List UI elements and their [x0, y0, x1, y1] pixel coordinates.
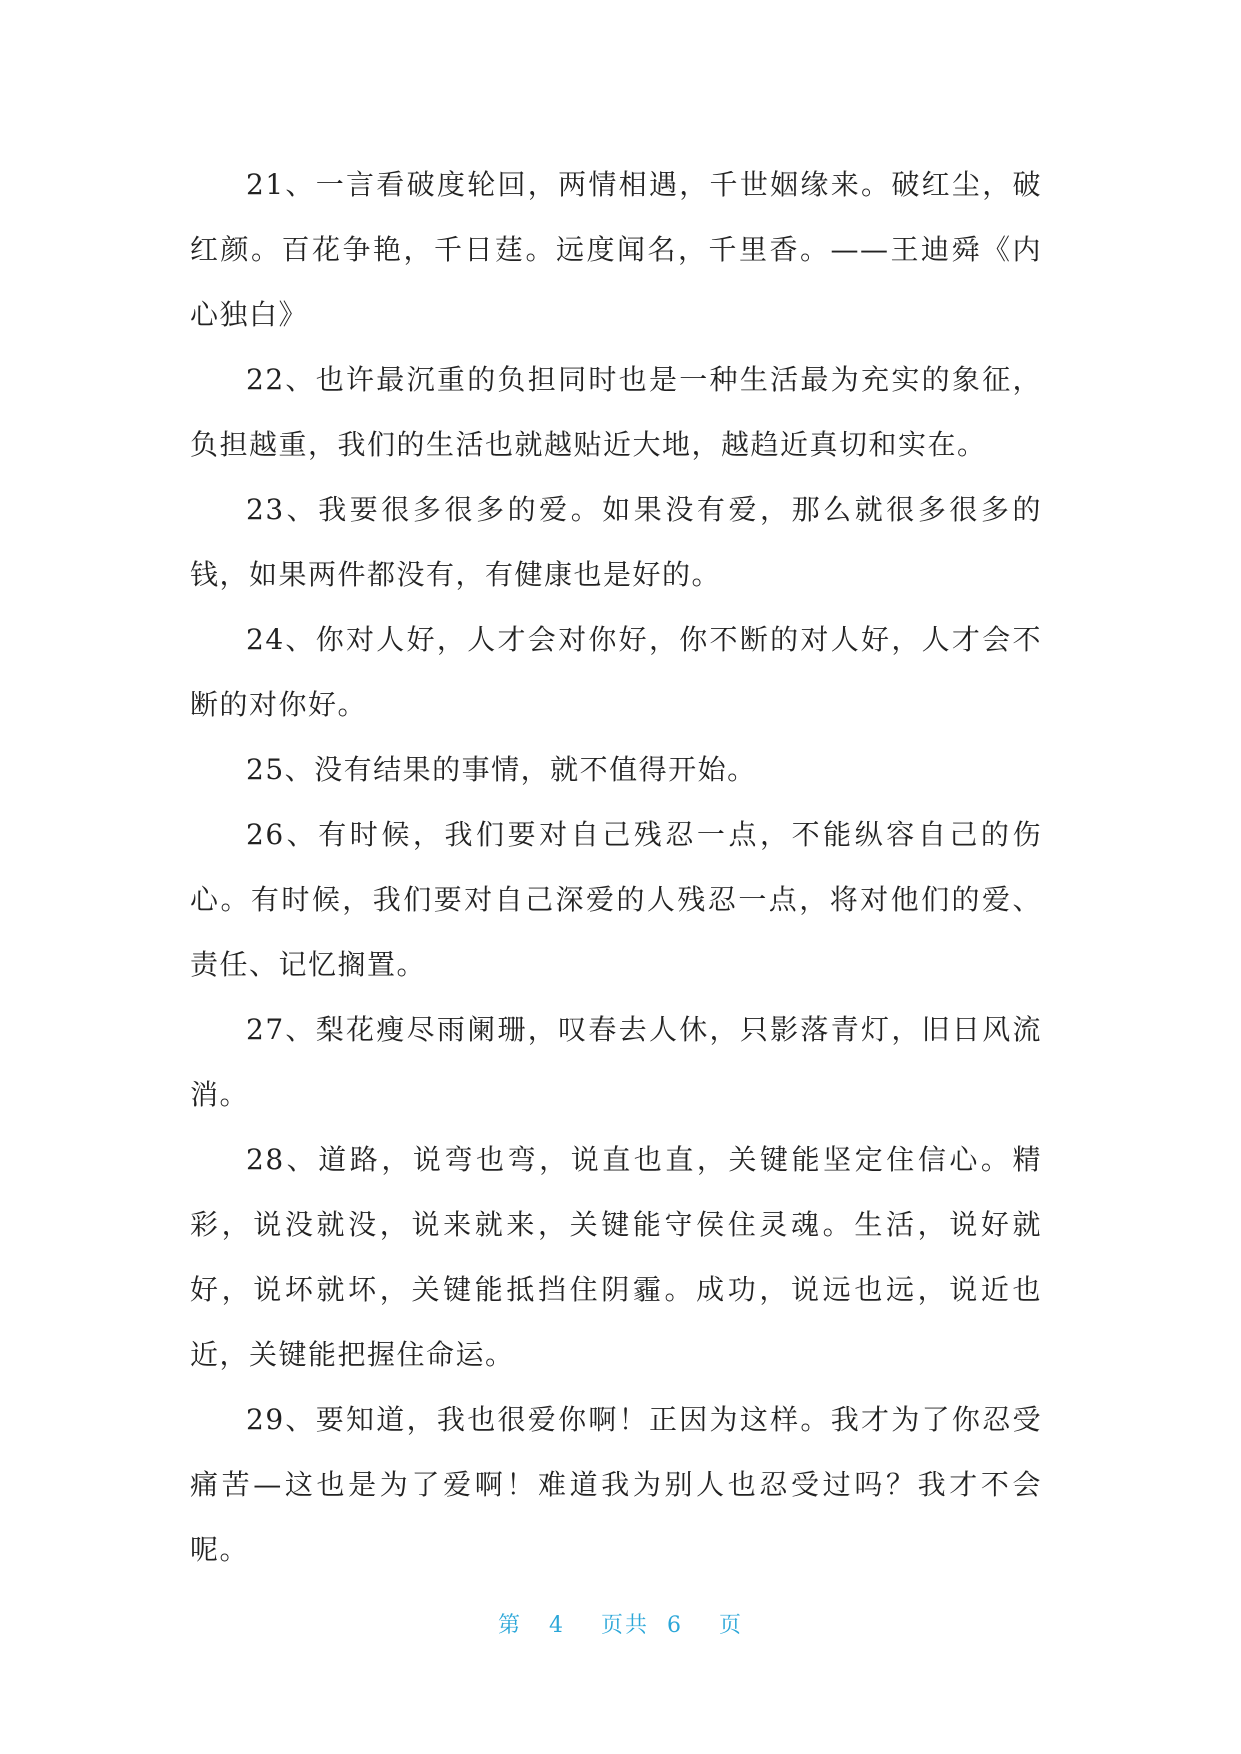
footer-suffix: 页 — [718, 1613, 743, 1638]
paragraph-29: 29、要知道，我也很爱你啊！正因为这样。我才为了你忍受痛苦—这也是为了爱啊！难道我为别人也忍受过吗？我才不会呢。 — [190, 1403, 1042, 1566]
paragraph-26: 26、有时候，我们要对自己残忍一点，不能纵容自己的伤心。有时候，我们要对自己深爱的人残忍一点，将对他们的爱、责任、记忆搁置。 — [190, 818, 1042, 981]
paragraph-23: 23、我要很多很多的爱。如果没有爱，那么就很多很多的钱，如果两件都没有，有健康也是好的。 — [190, 493, 1042, 591]
paragraph-24: 24、你对人好，人才会对你好，你不断的对人好，人才会不断的对你好。 — [190, 623, 1042, 721]
footer-total-pages: 6 — [667, 1613, 683, 1638]
paragraph-27: 27、梨花瘦尽雨阑珊，叹春去人休，只影落青灯，旧日风流消。 — [190, 1013, 1042, 1111]
paragraph-28: 28、道路，说弯也弯，说直也直，关键能坚定住信心。精彩，说没就没，说来就来，关键能守侯住灵魂。生活，说好就好，说坏就坏，关键能抵挡住阴霾。成功，说远也远，说近也近，关键能把握住命运。 — [190, 1143, 1042, 1371]
paragraph-22: 22、也许最沉重的负担同时也是一种生活最为充实的象征，负担越重，我们的生活也就越贴近大地，越趋近真切和实在。 — [190, 363, 1042, 461]
paragraph-25: 25、没有结果的事情，就不值得开始。 — [246, 753, 757, 786]
page-footer — [0, 1608, 1241, 1639]
paragraph-21: 21、一言看破度轮回，两情相遇，千世姻缘来。破红尘，破红颜。百花争艳，千日莛。远度闻名，千里香。——王迪舜《内心独白》 — [190, 168, 1042, 331]
footer-middle: 页共 — [600, 1613, 649, 1638]
footer-prefix: 第 — [498, 1613, 523, 1638]
document-body — [190, 152, 1042, 1582]
footer-current-page: 4 — [549, 1613, 565, 1638]
